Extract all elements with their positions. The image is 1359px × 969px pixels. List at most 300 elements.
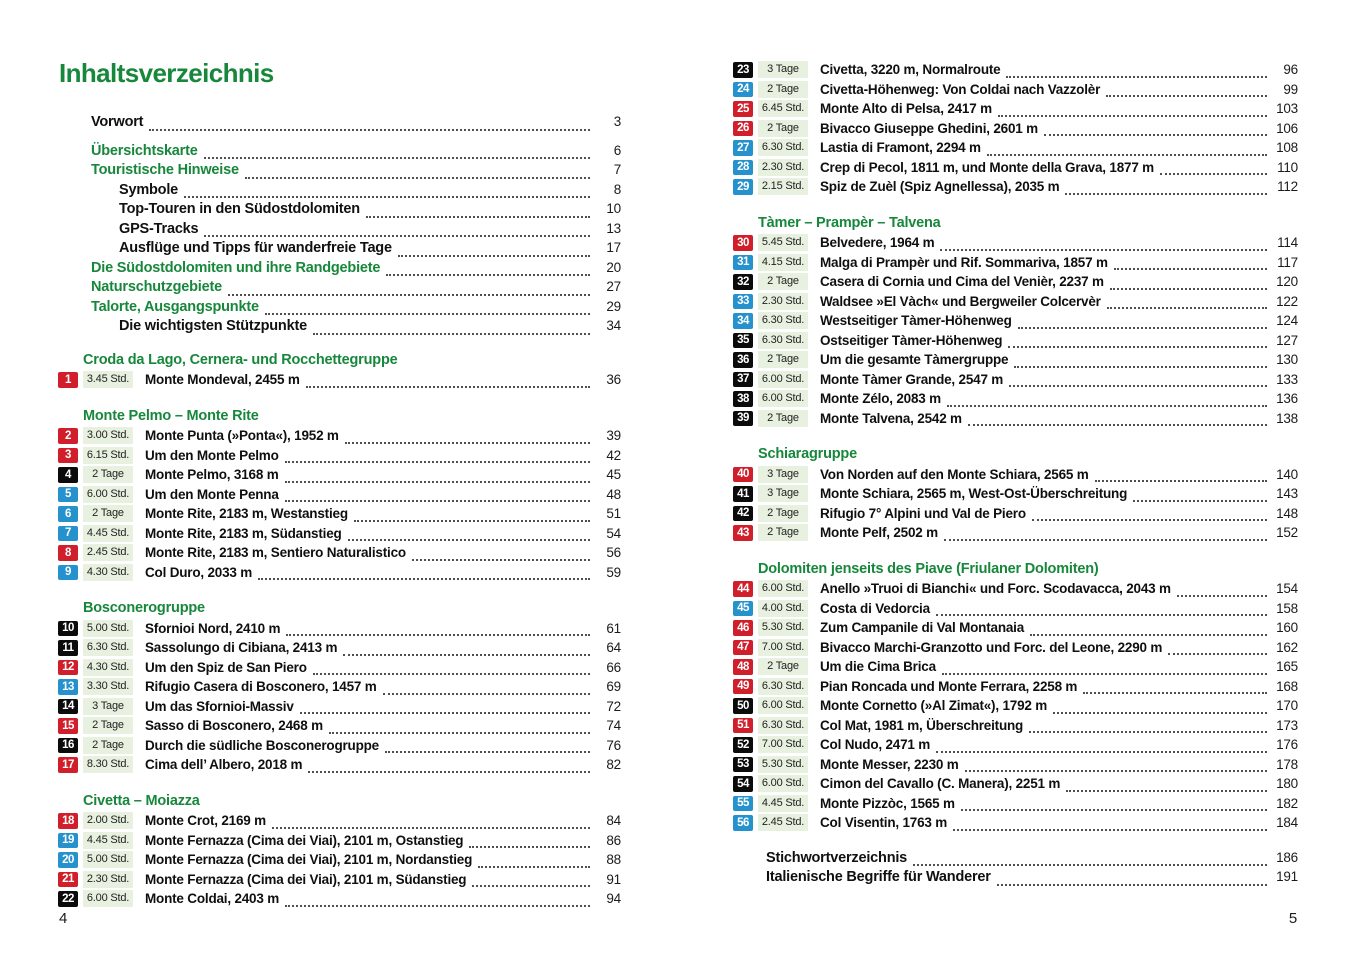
- tour-title: Rifugio Casera di Bosconero, 1457 m: [145, 679, 377, 695]
- tour-title: Monte Alto di Pelsa, 2417 m: [820, 101, 992, 117]
- tour-number-badge: 22: [58, 891, 78, 907]
- tour-page-ref: 94: [606, 891, 621, 907]
- section-heading: Tàmer – Prampèr – Talvena: [758, 214, 941, 231]
- toc-tour-row: [733, 504, 1298, 524]
- dot-leader: [149, 117, 590, 130]
- tour-page-ref: 61: [606, 620, 621, 636]
- tour-page-ref: 84: [606, 813, 621, 829]
- toc-tour-row: [58, 889, 621, 909]
- tour-duration: 6.00 Std.: [758, 775, 808, 792]
- tour-number-badge: 15: [58, 718, 78, 734]
- tour-duration: 2.30 Std.: [758, 293, 808, 310]
- tour-title: Von Norden auf den Monte Schiara, 2565 m: [820, 466, 1089, 482]
- tour-number-badge: 11: [58, 640, 78, 656]
- front-matter-row: [91, 299, 621, 319]
- toc-tour-row: [733, 272, 1298, 292]
- tour-duration: 6.00 Std.: [83, 486, 133, 503]
- tour-number-badge: 35: [733, 333, 753, 349]
- tour-page-ref: 56: [606, 545, 621, 561]
- tour-number-badge: 26: [733, 121, 753, 137]
- tour-title: Sasso di Bosconero, 2468 m: [145, 718, 323, 734]
- front-matter-page-ref: 7: [613, 162, 621, 177]
- back-matter-page-ref: 191: [1276, 869, 1298, 884]
- dot-leader: [1106, 83, 1267, 97]
- tour-title: Monte Fernazza (Cima dei Viai), 2101 m, Ostanstieg: [145, 832, 464, 848]
- tour-page-ref: 51: [606, 506, 621, 522]
- dot-leader: [1006, 63, 1267, 77]
- tour-page-ref: 165: [1276, 659, 1298, 675]
- tour-duration: 6.45 Std.: [758, 100, 808, 117]
- section-heading: Croda da Lago, Cernera- und Rocchettegruppe: [83, 351, 398, 368]
- toc-tour-row: [58, 677, 621, 697]
- tour-title: Monte Fernazza (Cima dei Viai), 2101 m, Nordanstieg: [145, 852, 473, 868]
- tour-number-badge: 48: [733, 659, 753, 675]
- dot-leader: [300, 700, 590, 714]
- tour-page-ref: 160: [1276, 620, 1298, 636]
- tour-duration: 3 Tage: [83, 698, 133, 715]
- dot-leader: [987, 141, 1267, 155]
- toc-tour-row: [733, 233, 1298, 253]
- toc-tour-row: [733, 292, 1298, 312]
- toc-tour-row: [58, 543, 621, 563]
- tour-page-ref: 96: [1283, 62, 1298, 78]
- tour-number-badge: 33: [733, 294, 753, 310]
- tour-number-badge: 43: [733, 525, 753, 541]
- back-matter-label: Italienische Begriffe für Wanderer: [766, 869, 991, 885]
- front-matter-page-ref: 27: [606, 279, 621, 294]
- tour-number-badge: 53: [733, 757, 753, 773]
- dot-leader: [1014, 353, 1267, 367]
- front-matter-row: [91, 114, 621, 134]
- tour-duration: 5.30 Std.: [758, 619, 808, 636]
- dot-leader: [1177, 582, 1267, 596]
- toc-tour-row: [733, 311, 1298, 331]
- tour-number-badge: 9: [58, 565, 78, 581]
- tour-duration: 6.00 Std.: [83, 890, 133, 907]
- toc-tour-row: [58, 831, 621, 851]
- tour-title: Westseitiger Tàmer-Höhenweg: [820, 313, 1012, 329]
- front-matter-row: [119, 318, 621, 338]
- dot-leader: [272, 814, 590, 828]
- tour-page-ref: 99: [1283, 81, 1298, 97]
- tour-number-badge: 46: [733, 620, 753, 636]
- toc-tour-row: [733, 409, 1298, 429]
- tour-title: Durch die südliche Bosconerogruppe: [145, 737, 379, 753]
- tour-number-badge: 1: [58, 372, 78, 388]
- dot-leader: [944, 526, 1267, 540]
- tour-number-badge: 44: [733, 581, 753, 597]
- tour-duration: 2.30 Std.: [83, 871, 133, 888]
- toc-tour-row: [58, 619, 621, 639]
- tour-page-ref: 91: [606, 871, 621, 887]
- tour-number-badge: 41: [733, 486, 753, 502]
- dot-leader: [478, 853, 590, 867]
- tour-duration: 6.30 Std.: [758, 717, 808, 734]
- toc-section: [733, 445, 1298, 543]
- toc-section: [58, 599, 621, 775]
- front-matter-label: Die Südostdolomiten und ihre Randgebiete: [91, 259, 381, 276]
- dot-leader: [308, 758, 590, 772]
- front-matter-row: [119, 221, 621, 241]
- front-matter-page-ref: 3: [613, 114, 621, 129]
- toc-tour-row: [733, 389, 1298, 409]
- tour-title: Monte Pelf, 2502 m: [820, 525, 938, 541]
- dot-leader: [258, 566, 590, 580]
- page-number-left: 4: [59, 910, 68, 927]
- tour-page-ref: 103: [1276, 101, 1298, 117]
- tour-duration: 3.00 Std.: [83, 427, 133, 444]
- tour-title: Costa di Vedorcia: [820, 600, 930, 616]
- tour-duration: 6.30 Std.: [758, 139, 808, 156]
- tour-page-ref: 106: [1276, 120, 1298, 136]
- tour-number-badge: 24: [733, 82, 753, 98]
- tour-number-badge: 42: [733, 506, 753, 522]
- back-matter-page-ref: 186: [1276, 849, 1298, 865]
- tour-number-badge: 29: [733, 179, 753, 195]
- front-matter-label: Touristische Hinweise: [91, 162, 239, 178]
- tour-duration: 4.45 Std.: [758, 795, 808, 812]
- dot-leader: [348, 527, 590, 541]
- toc-tour-row: [58, 563, 621, 583]
- tour-title: Um den Monte Penna: [145, 486, 279, 502]
- front-matter-page-ref: 10: [606, 201, 621, 216]
- dot-leader: [942, 660, 1267, 674]
- tour-title: Bivacco Marchi-Granzotto und Forc. del Leone, 2290 m: [820, 639, 1163, 655]
- tour-duration: 6.30 Std.: [758, 332, 808, 349]
- tour-page-ref: 152: [1276, 525, 1298, 541]
- tour-page-ref: 117: [1277, 254, 1298, 270]
- tour-number-badge: 5: [58, 487, 78, 503]
- toc-tour-row: [733, 657, 1298, 677]
- tour-number-badge: 17: [58, 757, 78, 773]
- tour-page-ref: 148: [1276, 505, 1298, 521]
- tour-duration: 2 Tage: [83, 505, 133, 522]
- dot-leader: [1029, 719, 1267, 733]
- tour-number-badge: 3: [58, 448, 78, 464]
- front-matter-page-ref: 17: [606, 240, 621, 255]
- dot-leader: [940, 236, 1267, 250]
- toc-tour-row: [733, 158, 1298, 178]
- dot-leader: [1066, 777, 1267, 791]
- front-matter-label: GPS-Tracks: [119, 220, 199, 237]
- toc-tour-row: [733, 716, 1298, 736]
- tour-title: Monte Rite, 2183 m, Sentiero Naturalistico: [145, 545, 406, 561]
- tour-page-ref: 143: [1276, 486, 1298, 502]
- tour-number-badge: 13: [58, 679, 78, 695]
- toc-tour-row: [733, 99, 1298, 119]
- dot-leader: [204, 224, 590, 237]
- tour-title: Bivacco Giuseppe Ghedini, 2601 m: [820, 120, 1038, 136]
- tour-duration: 2 Tage: [83, 466, 133, 483]
- toc-section: [733, 214, 1298, 429]
- tour-page-ref: 114: [1277, 235, 1298, 251]
- dot-leader: [472, 873, 590, 887]
- dot-leader: [913, 853, 1267, 866]
- dot-leader: [961, 797, 1267, 811]
- tour-duration: 4.30 Std.: [83, 659, 133, 676]
- tour-title: Pian Roncada und Monte Ferrara, 2258 m: [820, 678, 1078, 694]
- tour-number-badge: 20: [58, 852, 78, 868]
- dot-leader: [936, 602, 1267, 616]
- section-heading: Schiaragruppe: [758, 446, 857, 462]
- toc-tour-row: [733, 755, 1298, 775]
- toc-tour-row: [58, 485, 621, 505]
- tour-page-ref: 130: [1276, 352, 1298, 368]
- toc-tour-row: [58, 638, 621, 658]
- toc-tour-row: [58, 736, 621, 756]
- dot-leader: [1110, 275, 1267, 289]
- tour-page-ref: 176: [1276, 737, 1298, 753]
- tour-title: Ostseitiger Tàmer-Höhenweg: [820, 332, 1003, 348]
- tour-number-badge: 31: [733, 255, 753, 271]
- tour-duration: 3 Tage: [758, 485, 808, 502]
- dot-leader: [1030, 621, 1267, 635]
- tour-duration: 2 Tage: [758, 81, 808, 98]
- dot-leader: [936, 738, 1267, 752]
- tour-duration: 5.45 Std.: [758, 234, 808, 251]
- back-matter-row: [766, 850, 1298, 870]
- tour-page-ref: 48: [606, 486, 621, 502]
- tour-duration: 6.15 Std.: [83, 447, 133, 464]
- toc-tour-row: [58, 446, 621, 466]
- tour-number-badge: 47: [733, 640, 753, 656]
- tour-duration: 5.00 Std.: [83, 851, 133, 868]
- tour-page-ref: 180: [1276, 776, 1298, 792]
- tour-title: Col Nudo, 2471 m: [820, 737, 931, 753]
- tour-number-badge: 49: [733, 679, 753, 695]
- dot-leader: [366, 204, 590, 217]
- dot-leader: [1107, 295, 1267, 309]
- front-matter-row: [91, 162, 621, 182]
- dot-leader: [245, 165, 590, 178]
- tour-number-badge: 28: [733, 160, 753, 176]
- tour-number-badge: 37: [733, 372, 753, 388]
- tour-title: Spiz de Zuèl (Spiz Agnellessa), 2035 m: [820, 179, 1060, 195]
- tour-title: Monte Tàmer Grande, 2547 m: [820, 371, 1004, 387]
- dot-leader: [204, 146, 590, 159]
- tour-page-ref: 136: [1276, 391, 1298, 407]
- tour-page-ref: 59: [606, 564, 621, 580]
- tour-page-ref: 140: [1276, 466, 1298, 482]
- tour-page-ref: 138: [1276, 410, 1298, 426]
- toc-tour-row: [58, 504, 621, 524]
- dot-leader: [286, 622, 590, 636]
- dot-leader: [1114, 256, 1267, 270]
- tour-page-ref: 158: [1276, 600, 1298, 616]
- front-matter-label: Top-Touren in den Südostdolomiten: [119, 201, 360, 217]
- tour-duration: 8.30 Std.: [83, 756, 133, 773]
- tour-number-badge: 51: [733, 718, 753, 734]
- dot-leader: [1095, 468, 1267, 482]
- back-matter-list: [733, 850, 1298, 889]
- section-heading: Civetta – Moiazza: [83, 792, 200, 809]
- tour-number-badge: 54: [733, 776, 753, 792]
- tour-page-ref: 39: [606, 428, 621, 444]
- tour-duration: 2.15 Std.: [758, 178, 808, 195]
- toc-tour-row: [58, 755, 621, 775]
- tour-page-ref: 182: [1276, 795, 1298, 811]
- tour-number-badge: 32: [733, 274, 753, 290]
- toc-tour-row: [58, 697, 621, 717]
- tour-title: Sfornioi Nord, 2410 m: [145, 620, 281, 636]
- tour-number-badge: 2: [58, 428, 78, 444]
- tour-title: Casera di Cornia und Cima del Venièr, 2237 m: [820, 274, 1104, 290]
- tour-duration: 2 Tage: [758, 120, 808, 137]
- tour-title: Civetta-Höhenweg: Von Coldai nach Vazzolèr: [820, 81, 1101, 97]
- tour-page-ref: 108: [1276, 140, 1298, 156]
- toc-tour-row: [58, 524, 621, 544]
- tour-title: Monte Coldai, 2403 m: [145, 891, 280, 907]
- front-matter-label: Symbole: [119, 181, 179, 198]
- tour-page-ref: 168: [1276, 678, 1298, 694]
- tour-duration: 2 Tage: [83, 737, 133, 754]
- tour-title: Monte Punta (»Ponta«), 1952 m: [145, 428, 339, 444]
- tour-title: Waldsee »El Vàch« und Bergweiler Colcervèr: [820, 293, 1101, 309]
- dot-leader: [184, 185, 590, 198]
- toc-tour-row: [733, 579, 1298, 599]
- toc-tour-row: [58, 658, 621, 678]
- dot-leader: [285, 488, 590, 502]
- tour-page-ref: 124: [1276, 313, 1298, 329]
- tour-duration: 4.30 Std.: [83, 564, 133, 581]
- tour-page-ref: 76: [606, 737, 621, 753]
- tour-number-badge: 39: [733, 411, 753, 427]
- dot-leader: [1168, 641, 1267, 655]
- tour-duration: 2 Tage: [758, 505, 808, 522]
- tour-duration: 4.00 Std.: [758, 600, 808, 617]
- toc-tour-row: [58, 811, 621, 831]
- tour-page-ref: 64: [606, 640, 621, 656]
- toc-tour-row: [733, 813, 1298, 833]
- dot-leader: [947, 392, 1267, 406]
- dot-leader: [343, 641, 590, 655]
- tour-duration: 2.45 Std.: [758, 814, 808, 831]
- tour-title: Monte Mondeval, 2455 m: [145, 372, 300, 388]
- section-heading: Dolomiten jenseits des Piave (Friulaner Dolomiten): [758, 560, 1099, 577]
- toc-tour-row: [733, 138, 1298, 158]
- tour-number-badge: 40: [733, 467, 753, 483]
- tour-number-badge: 23: [733, 62, 753, 78]
- tour-title: Col Duro, 2033 m: [145, 564, 253, 580]
- tour-title: Cimon del Cavallo (C. Manera), 2251 m: [820, 776, 1061, 792]
- dot-leader: [329, 719, 590, 733]
- dot-leader: [385, 739, 590, 753]
- tour-number-badge: 21: [58, 872, 78, 888]
- tour-page-ref: 110: [1277, 159, 1298, 175]
- front-matter-page-ref: 34: [606, 318, 621, 333]
- tour-page-ref: 178: [1276, 756, 1298, 772]
- back-matter-label: Stichwortverzeichnis: [766, 849, 908, 866]
- tour-duration: 2.00 Std.: [83, 812, 133, 829]
- dot-leader: [354, 507, 590, 521]
- toc-tour-row: [733, 677, 1298, 697]
- tour-page-ref: 127: [1276, 332, 1298, 348]
- tour-title: Monte Schiara, 2565 m, West-Ost-Überschreitung: [820, 486, 1128, 502]
- dot-leader: [285, 449, 590, 463]
- tour-duration: 3.30 Std.: [83, 678, 133, 695]
- tour-title: Anello »Truoi di Bianchi« und Forc. Scodavacca, 2043 m: [820, 581, 1171, 597]
- tour-title: Cima dell’ Albero, 2018 m: [145, 757, 303, 773]
- tour-number-badge: 25: [733, 101, 753, 117]
- front-matter-label: Übersichtskarte: [91, 142, 198, 159]
- tour-page-ref: 72: [606, 698, 621, 714]
- tour-duration: 6.00 Std.: [758, 697, 808, 714]
- tour-title: Monte Fernazza (Cima dei Viai), 2101 m, Südanstieg: [145, 871, 467, 887]
- tour-duration: 6.30 Std.: [758, 312, 808, 329]
- dot-leader: [968, 412, 1267, 426]
- front-matter-row: [91, 260, 621, 280]
- tour-page-ref: 122: [1276, 293, 1298, 309]
- tour-page-ref: 66: [606, 659, 621, 675]
- dot-leader: [997, 872, 1267, 885]
- front-matter-page-ref: 8: [613, 181, 621, 197]
- tour-duration: 7.00 Std.: [758, 736, 808, 753]
- tour-title: Monte Zélo, 2083 m: [820, 391, 941, 407]
- tour-duration: 2 Tage: [83, 717, 133, 734]
- toc-tour-row: [58, 370, 621, 390]
- tour-page-ref: 88: [606, 852, 621, 868]
- tour-title: Belvedere, 1964 m: [820, 235, 935, 251]
- front-matter-page-ref: 13: [606, 220, 621, 236]
- page-number-right: 5: [1288, 910, 1297, 927]
- front-matter-page-ref: 6: [613, 142, 621, 158]
- tour-duration: 3 Tage: [758, 466, 808, 483]
- dot-leader: [345, 429, 590, 443]
- toc-tour-row: [733, 618, 1298, 638]
- toc-tour-row: [58, 870, 621, 890]
- tour-title: Malga di Prampèr und Rif. Sommariva, 1857 m: [820, 254, 1108, 270]
- toc-tour-row: [733, 350, 1298, 370]
- front-matter-row: [91, 143, 621, 163]
- tour-duration: 5.30 Std.: [758, 756, 808, 773]
- toc-sections-right: [733, 60, 1298, 833]
- tour-page-ref: 184: [1276, 815, 1298, 831]
- tour-number-badge: 45: [733, 601, 753, 617]
- toc-tour-row: [733, 253, 1298, 273]
- tour-title: Col Mat, 1981 m, Überschreitung: [820, 717, 1024, 733]
- dot-leader: [228, 282, 590, 295]
- tour-number-badge: 8: [58, 545, 78, 561]
- tour-page-ref: 42: [606, 447, 621, 463]
- tour-page-ref: 45: [606, 467, 621, 483]
- tour-page-ref: 112: [1277, 179, 1298, 195]
- tour-duration: 2 Tage: [758, 410, 808, 427]
- tour-title: Crep di Pecol, 1811 m, und Monte della Grava, 1877 m: [820, 159, 1154, 175]
- toc-tour-row: [733, 119, 1298, 139]
- front-matter-page-ref: 29: [606, 298, 621, 314]
- tour-duration: 2 Tage: [758, 658, 808, 675]
- tour-title: Sassolungo di Cibiana, 2413 m: [145, 640, 338, 656]
- tour-title: Monte Pizzòc, 1565 m: [820, 795, 955, 811]
- tour-number-badge: 7: [58, 526, 78, 542]
- tour-title: Civetta, 3220 m, Normalroute: [820, 62, 1001, 78]
- dot-leader: [965, 758, 1267, 772]
- tour-page-ref: 36: [606, 372, 621, 388]
- front-matter-label: Ausflüge und Tipps für wanderfreie Tage: [119, 240, 392, 256]
- toc-tour-row: [733, 638, 1298, 658]
- dot-leader: [265, 302, 590, 315]
- toc-tour-row: [733, 331, 1298, 351]
- tour-number-badge: 16: [58, 738, 78, 754]
- dot-leader: [285, 468, 591, 482]
- toc-tour-row: [58, 465, 621, 485]
- toc-sections-left: [58, 351, 621, 909]
- tour-number-badge: 30: [733, 235, 753, 251]
- tour-page-ref: 54: [606, 525, 621, 541]
- tour-number-badge: 12: [58, 660, 78, 676]
- tour-page-ref: 82: [606, 757, 621, 773]
- toc-tour-row: [733, 370, 1298, 390]
